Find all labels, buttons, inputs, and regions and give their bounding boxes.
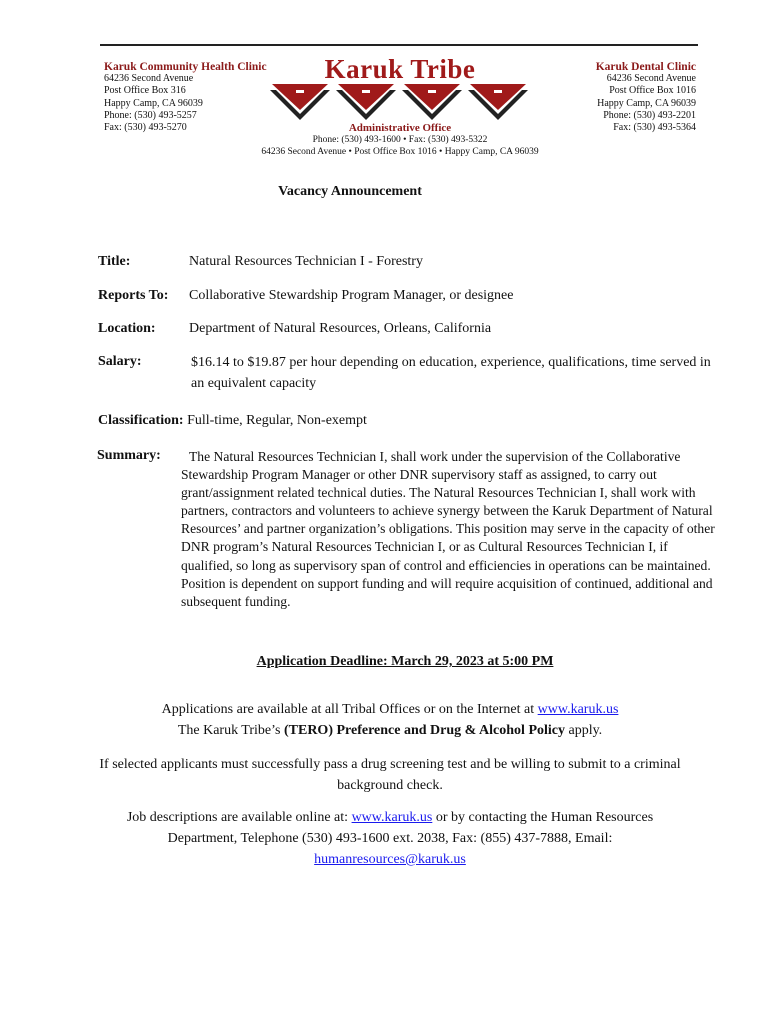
salary-value: $16.14 to $19.87 per hour depending on education, experience, qualifications, time served in an equivalent capacity (191, 355, 711, 391)
job-descriptions-info (95, 807, 685, 870)
left-clinic-line: Phone: (530) 493-5257 (104, 109, 197, 121)
admin-phone-fax: Phone: (530) 493-1600 • Fax: (530) 493-5322 (312, 135, 488, 145)
page-title: Vacancy Announcement (278, 184, 422, 199)
right-clinic-line: Phone: (530) 493-2201 (603, 109, 696, 121)
classification-value: Full-time, Regular, Non-exempt (187, 413, 367, 428)
left-clinic-name: Karuk Community Health Clinic (104, 61, 267, 73)
reports-to-label: Reports To: (98, 288, 169, 303)
summary-text: The Natural Resources Technician I, shall work under the supervision of the Collaborative Stewardship Program Manager or other DNR supervisory staff as assigned, to carry out grant/assignment related technical duties. The Natural Resources Technician I, shall work with partners, contractors and volunteers to achieve synergy between the Karuk Department of Natural Resources’ and partner organization’s obligations. This position may serve in the capacity of other DNR program’s Natural Resources Technician I, or as Cultural Resources Technician I, if qualified, so long as supervisory span of control and efficiencies in operations can be maintained. Position is dependent on support funding and will require acquisition of continued, additional and subsequent funding. (181, 449, 715, 609)
tribe-title: Karuk Tribe (324, 54, 476, 84)
tero-suffix: apply. (564, 723, 603, 738)
title-value: Natural Resources Technician I - Forestry (189, 254, 423, 269)
email-link[interactable]: humanresources@karuk.us (314, 852, 466, 867)
title-label: Title: (98, 254, 131, 269)
right-clinic-line: 64236 Second Avenue (606, 73, 696, 85)
classification-row (98, 413, 367, 429)
tero-policy: (TERO) Preference and Drug & Alcohol Policy (283, 723, 565, 738)
classification-label: Classification: (98, 413, 184, 428)
job-desc-prefix: Job descriptions are available online at: (126, 810, 352, 825)
left-clinic-line: 64236 Second Avenue (104, 73, 194, 85)
application-deadline: Application Deadline: March 29, 2023 at 5:00 PM (256, 654, 554, 669)
location-value: Department of Natural Resources, Orleans, California (189, 321, 492, 336)
summary-label: Summary: (97, 448, 161, 463)
applications-text: Applications are available at all Tribal Offices or on the Internet at (161, 702, 538, 717)
tero-prefix: The Karuk Tribe’s (177, 723, 284, 738)
reports-to-value: Collaborative Stewardship Program Manager, or designee (189, 288, 514, 303)
left-clinic-line: Fax: (530) 493-5270 (104, 122, 187, 134)
right-clinic-line: Post Office Box 1016 (609, 85, 696, 97)
screening-notice: If selected applicants must successfully pass a drug screening test and be willing to submit to a criminal background check. (99, 757, 681, 793)
admin-office-title: Administrative Office (348, 122, 452, 134)
left-clinic-line: Happy Camp, CA 96039 (104, 97, 203, 109)
salary-label: Salary: (98, 354, 142, 369)
header-top-rule (100, 44, 698, 46)
job-desc-middle: or by contacting the Human Resources Department, Telephone (530) 493-1600 ext. 2038, Fax: (855) 437-7888, Email: (167, 810, 654, 846)
applications-info (90, 699, 690, 741)
right-clinic-line: Happy Camp, CA 96039 (597, 97, 696, 109)
right-clinic-line: Fax: (530) 493-5364 (613, 122, 696, 134)
left-clinic-block (104, 61, 267, 134)
admin-address: 64236 Second Avenue • Post Office Box 1016 • Happy Camp, CA 96039 (261, 146, 539, 157)
right-clinic-block (596, 61, 696, 134)
location-label: Location: (98, 321, 156, 336)
left-clinic-line: Post Office Box 316 (104, 85, 186, 97)
admin-office-contact (240, 135, 560, 158)
tribe-logo (270, 54, 530, 122)
website-link[interactable]: www.karuk.us (537, 702, 619, 717)
right-clinic-name: Karuk Dental Clinic (595, 61, 696, 73)
basket-pattern-icon (270, 84, 530, 122)
job-desc-website-link[interactable]: www.karuk.us (351, 810, 433, 825)
